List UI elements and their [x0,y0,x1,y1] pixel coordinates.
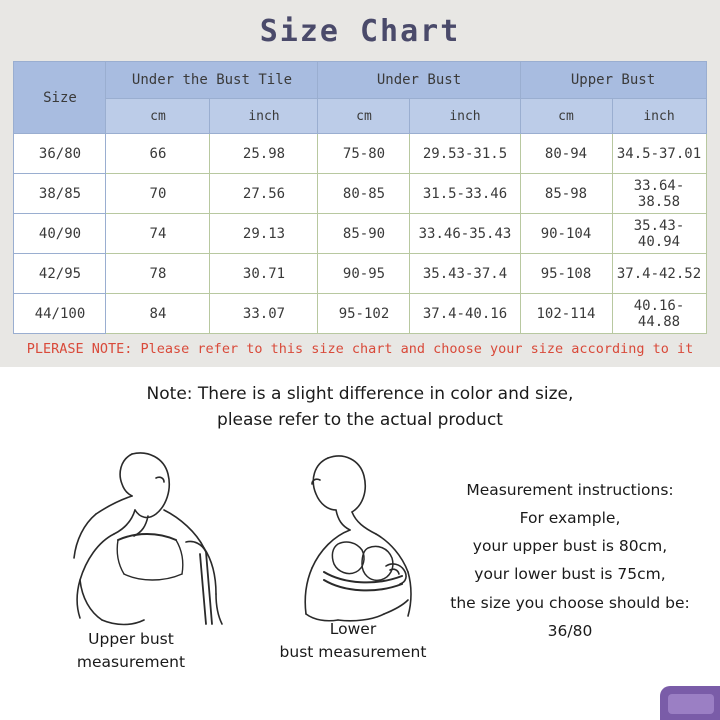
cell-value: 102-114 [520,294,612,334]
cell-value: 80-85 [318,174,410,214]
header-unit-inch-2: inch [410,99,520,134]
page-title: Size Chart [259,14,461,49]
color-size-note [0,367,720,440]
table-row [14,134,706,174]
color-size-note-line1: Note: There is a slight difference in color and size, [146,384,574,404]
cell-size: 40/90 [14,214,106,254]
cell-value: 90-104 [520,214,612,254]
cell-value: 70 [106,174,210,214]
cell-value: 37.4-40.16 [410,294,520,334]
color-size-note-line2: please refer to the actual product [217,410,503,431]
cell-value: 80-94 [520,134,612,174]
cell-value: 40.16-44.88 [612,294,706,334]
cell-value: 66 [106,134,210,174]
cell-value: 30.71 [210,254,318,294]
cell-value: 27.56 [210,174,318,214]
cell-value: 35.43-40.94 [612,214,706,254]
header-unit-cm-1: cm [106,99,210,134]
header-unit-inch-1: inch [210,99,318,134]
cell-value: 34.5-37.01 [612,134,706,174]
instructions-line5: the size you choose should be: [450,593,690,612]
upper-bust-caption-line2: measurement [76,652,186,671]
table-row [14,214,706,254]
cell-value: 95-108 [520,254,612,294]
cell-value: 90-95 [318,254,410,294]
cell-value: 75-80 [318,134,410,174]
header-unit-cm-3: cm [520,99,612,134]
cell-value: 29.53-31.5 [410,134,520,174]
illustration-section [0,440,720,700]
size-chart-table [13,61,706,334]
upper-bust-figure-icon [36,448,246,628]
cell-value: 29.13 [210,214,318,254]
header-size: Size [14,62,106,134]
header-under-the-bust-tile: Under the Bust Tile [106,62,318,99]
upper-bust-caption-line1: Upper bust [88,629,174,648]
instructions-line3: your upper bust is 80cm, [472,537,668,556]
instructions-line1: Measurement instructions: [466,480,674,499]
cell-value: 33.46-35.43 [410,214,520,254]
lower-bust-caption [258,618,448,665]
instructions-line4: your lower bust is 75cm, [474,565,666,584]
lower-bust-caption-line2: bust measurement [279,642,427,661]
table-row [14,254,706,294]
table-unit-header-row [14,99,706,134]
cell-value: 37.4-42.52 [612,254,706,294]
cell-size: 38/85 [14,174,106,214]
table-row [14,294,706,334]
please-note-text: PLERASE NOTE: Please refer to this size chart and choose your size according to it [0,334,720,363]
cell-value: 85-90 [318,214,410,254]
table-group-header-row [14,62,706,99]
cell-value: 84 [106,294,210,334]
cell-value: 85-98 [520,174,612,214]
header-upper-bust: Upper Bust [520,62,706,99]
cell-size: 36/80 [14,134,106,174]
cell-value: 78 [106,254,210,294]
cell-size: 42/95 [14,254,106,294]
header-under-bust: Under Bust [318,62,520,99]
cell-value: 31.5-33.46 [410,174,520,214]
instructions-line6: 36/80 [547,621,593,640]
cell-size: 44/100 [14,294,106,334]
cell-value: 35.43-37.4 [410,254,520,294]
cell-value: 33.07 [210,294,318,334]
cell-value: 74 [106,214,210,254]
corner-decoration [660,686,720,720]
measurement-instructions [430,476,710,645]
header-unit-inch-3: inch [612,99,706,134]
lower-bust-caption-line1: Lower [329,619,377,638]
table-row [14,174,706,214]
cell-value: 33.64-38.58 [612,174,706,214]
cell-value: 25.98 [210,134,318,174]
upper-bust-caption [36,628,226,675]
corner-decoration-inner [668,694,714,714]
header-unit-cm-2: cm [318,99,410,134]
cell-value: 95-102 [318,294,410,334]
instructions-line2: For example, [519,508,621,527]
